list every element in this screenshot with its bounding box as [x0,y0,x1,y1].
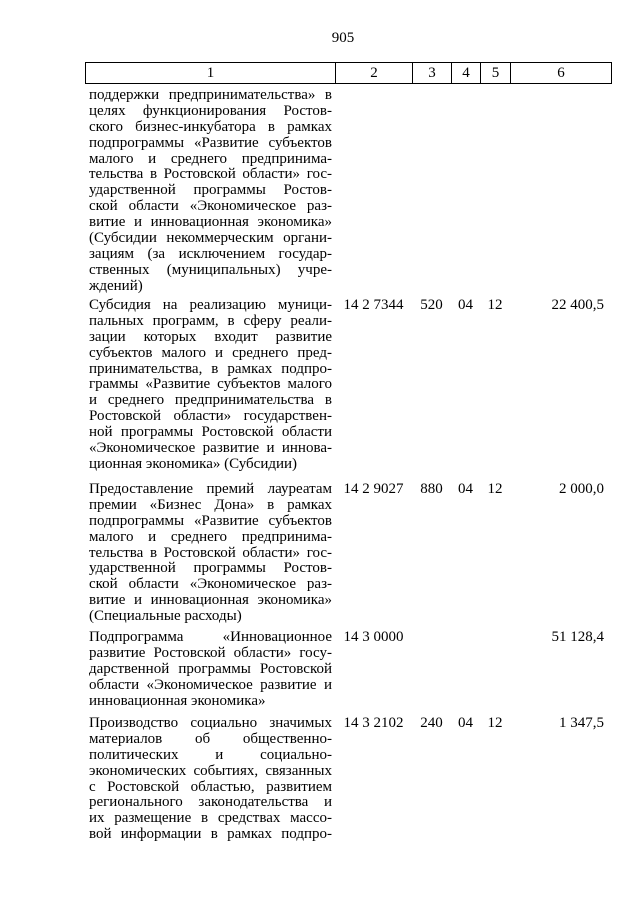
description-line: экономических событиях, связанных [89,762,332,779]
amount-cell: 2 000,0 [559,481,604,497]
description-line: и среднего предпринимательства в [89,392,332,409]
description-line: ционная экономика» (Субсидии) [89,455,298,472]
description-line: малого и среднего предпринима- [89,528,332,545]
description-line: малого и среднего предпринима- [89,150,332,167]
header-cell-1: 1 [86,63,336,83]
description-line: зации которых входит развитие [89,328,332,345]
description-line: области «Экономическое развитие и [89,676,332,693]
amount-cell: 22 400,5 [551,297,604,313]
row-description [85,482,335,625]
description-line: витие и инновационная экономика» [89,214,332,231]
description-line: дарственной программы Ростовской [89,660,332,677]
amount-cell: 51 128,4 [551,629,604,645]
row-description [85,298,335,473]
description-line: витие и инновационная экономика» [89,592,332,609]
description-line: вой информации в рамках подпро- [89,826,332,843]
subsection-cell: 12 [487,715,503,731]
description-line: ждений) [89,277,143,294]
subsection-cell: 12 [487,297,503,313]
description-line: с Ростовской областью, развитием [89,778,332,795]
section-cell: 04 [458,715,473,731]
code-cell: 14 2 7344 [343,297,404,313]
description-line: ударственной программы Ростов- [89,560,332,577]
description-line: их размещение в средствах массо- [89,810,332,827]
description-line: премии «Бизнес Дона» в рамках [89,496,332,513]
code-cell: 14 3 2102 [343,715,404,731]
description-line: (Субсидии некоммерческим органи- [89,230,332,247]
table-row [85,88,612,295]
description-line: ственных (муниципальных) учре- [89,261,332,278]
code-cell: 14 3 0000 [343,629,404,645]
section-cell: 04 [458,297,473,313]
subsection-cell: 12 [487,481,503,497]
page-number: 905 [331,30,355,46]
description-line: зациям (за исключением государ- [89,245,332,262]
description-line: ской области «Экономическое раз- [89,198,332,215]
description-line: целях функционирования Ростов- [89,102,332,119]
description-line: граммы «Развитие субъектов малого [89,376,332,393]
header-cell-4: 4 [452,63,481,83]
description-line: субъектов малого и среднего пред- [89,344,332,361]
description-line: «Экономическое развитие и иннова- [89,440,332,457]
description-line: ской области «Экономическое раз- [89,576,332,593]
description-line: ной программы Ростовской области [89,424,332,441]
row-description [85,88,335,295]
code-cell: 14 2 9027 [343,481,404,497]
header-cell-5: 5 [481,63,511,83]
expense-type-cell: 880 [420,481,443,497]
header-cell-6: 6 [557,64,565,81]
row-description [85,630,335,709]
description-line: тельства в Ростовской области» гос- [89,544,332,561]
description-line: поддержки предпринимательства» в [89,87,332,103]
description-line: Производство социально значимых [89,715,332,731]
expense-type-cell: 240 [420,715,443,731]
expense-type-cell: 520 [420,297,443,313]
description-line: пальных программ, в сферу реали- [89,312,332,329]
table-header [85,62,612,84]
description-line: регионального законодательства и [89,794,332,811]
description-line: Предоставление премий лауреатам [89,481,332,497]
table-row [85,298,612,473]
description-line: Подпрограмма «Инновационное [89,629,332,645]
table-row [85,630,612,709]
description-line: принимательства, в рамках подпро- [89,360,332,377]
amount-cell: 1 347,5 [559,715,604,731]
header-cell-2: 2 [336,63,413,83]
description-line: политических и социально- [89,746,332,763]
description-line: инновационная экономика» [89,692,266,709]
table-row [85,482,612,625]
description-line: ударственной программы Ростов- [89,182,332,199]
header-cell-3: 3 [413,63,452,83]
description-line: подпрограммы «Развитие субъектов [89,512,332,529]
row-description [85,716,335,843]
table-row [85,716,612,843]
description-line: Субсидия на реализацию муници- [89,297,332,313]
description-line: Ростовской области» государствен- [89,408,332,425]
section-cell: 04 [458,481,473,497]
description-line: материалов об общественно- [89,730,332,747]
description-line: тельства в Ростовской области» гос- [89,166,332,183]
description-line: развитие Ростовской области» госу- [89,644,332,661]
description-line: ского бизнес-инкубатора в рамках [89,118,332,135]
description-line: подпрограммы «Развитие субъектов [89,134,332,151]
description-line: (Специальные расходы) [89,608,242,625]
